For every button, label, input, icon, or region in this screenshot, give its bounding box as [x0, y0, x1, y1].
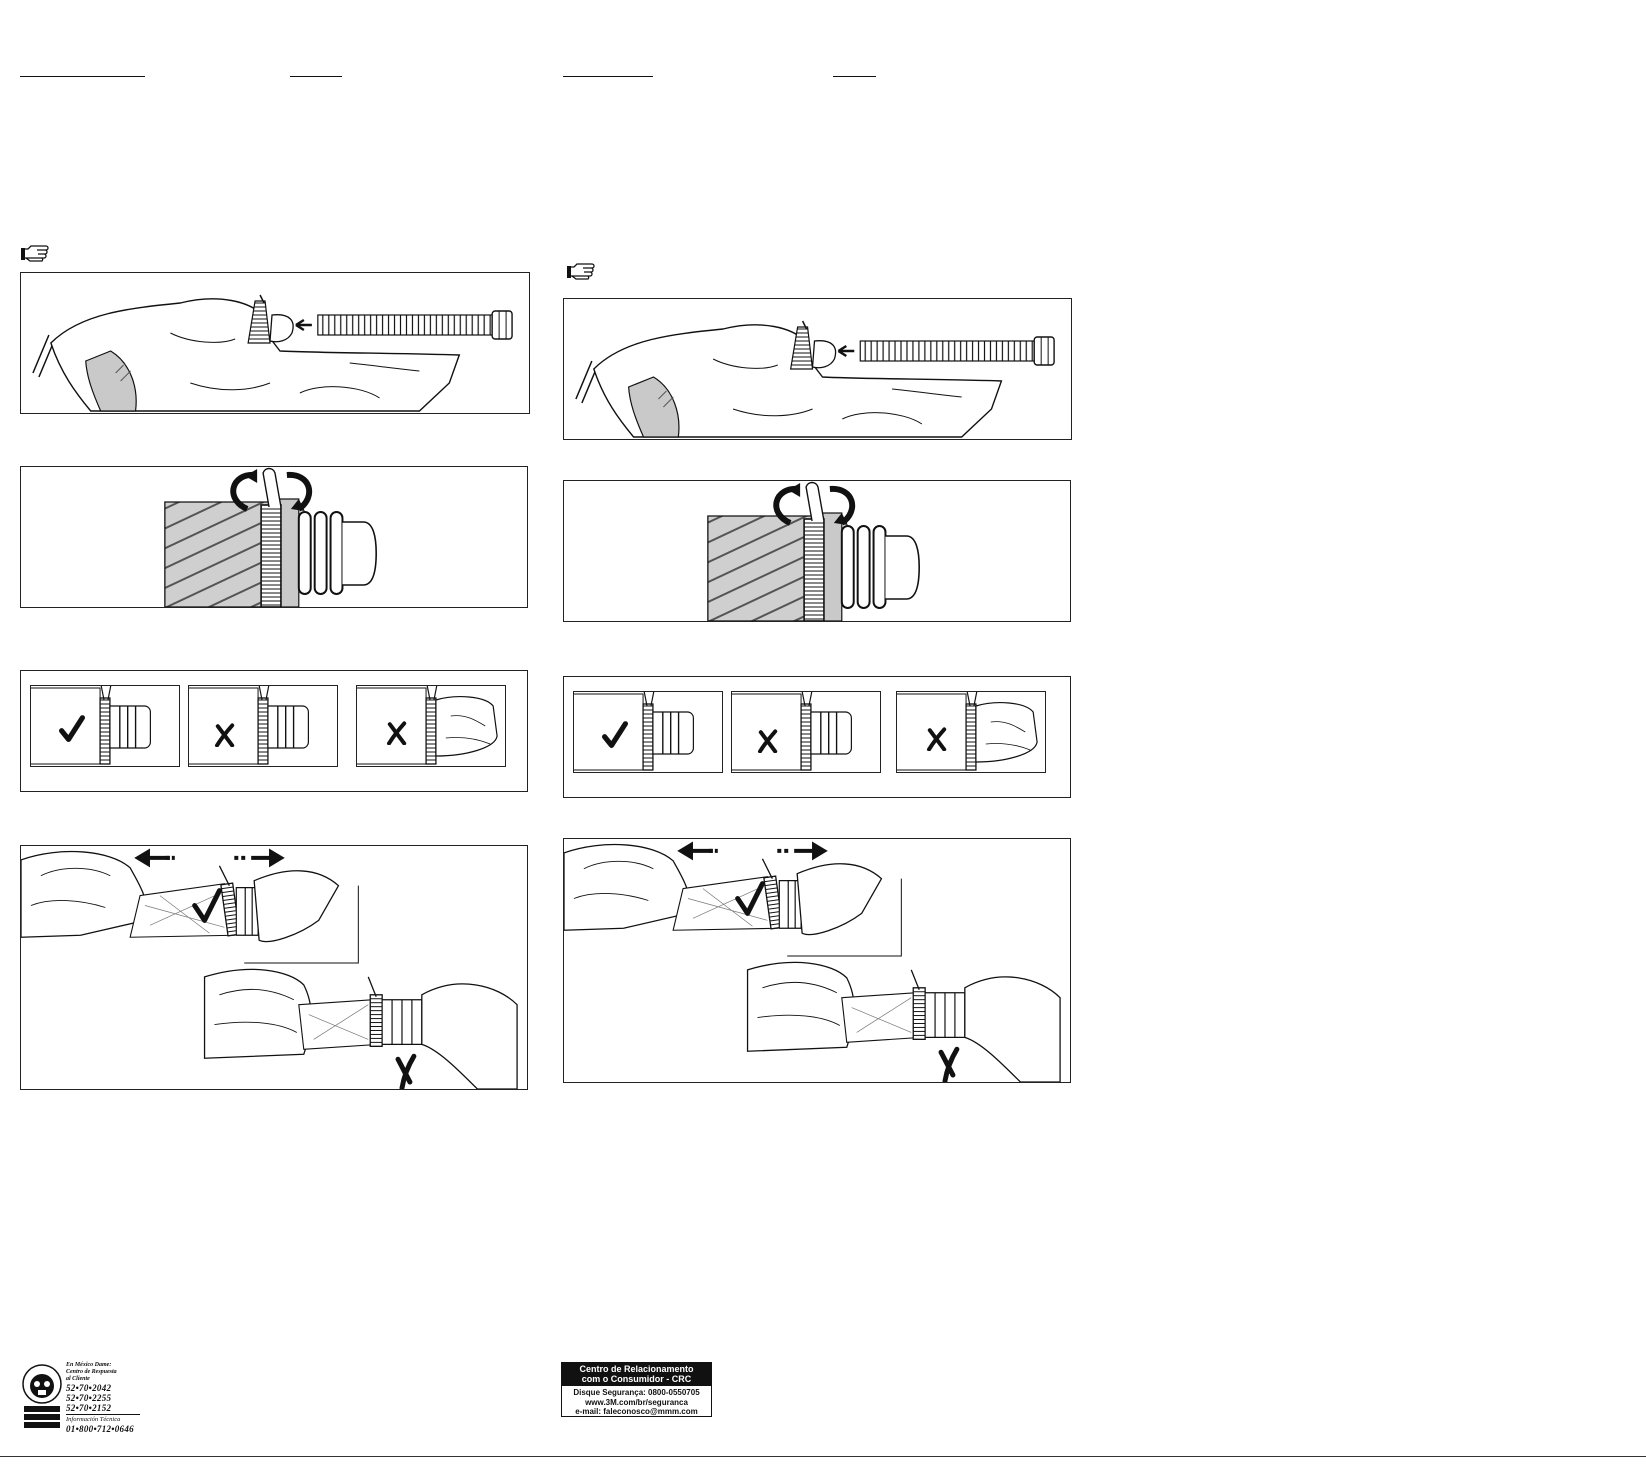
technical-info-phone: 01•800•712•0646 — [66, 1424, 134, 1434]
pull-test-illustration — [21, 846, 527, 1089]
crc-header-line2: com o Consumidor - CRC — [581, 1374, 692, 1384]
heading-rule-2 — [290, 76, 342, 77]
figure-2-rotate-clamp — [563, 480, 1071, 622]
crc-phone: Disque Segurança: 0800-0550705 — [573, 1388, 700, 1397]
mexico-phone-1: 52•70•2042 — [66, 1383, 112, 1393]
mexico-phone-2: 52•70•2255 — [66, 1393, 112, 1403]
figure-1-attach-hose — [563, 298, 1072, 440]
figure-4-pull-test — [20, 845, 528, 1090]
crc-header — [562, 1363, 711, 1386]
cross-mark-icon — [756, 728, 780, 754]
incorrect-position-thumbnail-1 — [731, 691, 881, 773]
hood-hose-illustration — [564, 299, 1071, 439]
crc-website: www.3M.com/br/seguranca — [585, 1397, 688, 1407]
figure-3-clamp-position — [563, 676, 1071, 798]
check-mark-icon — [602, 720, 628, 750]
crc-body — [562, 1386, 711, 1417]
figure-4-pull-test — [563, 838, 1071, 1083]
customer-center-line1: Centro de Respuesta — [66, 1369, 117, 1375]
clamp-rotation-illustration — [21, 467, 527, 607]
technical-info-label: Información Técnica — [66, 1416, 121, 1423]
crc-email: e-mail: faleconosco@mmm.com — [575, 1407, 698, 1416]
figure-3-clamp-position — [20, 670, 528, 792]
heading-rule-3 — [563, 76, 653, 77]
page-bottom-rule — [0, 1456, 1646, 1457]
customer-center-line2: al Cliente — [66, 1376, 90, 1382]
safety-products-seal-logo — [20, 1364, 64, 1430]
mexico-phone-3: 52•70•2152 — [66, 1403, 112, 1413]
pointing-hand-icon — [566, 262, 598, 280]
contact-divider — [66, 1414, 140, 1415]
clamp-rotation-illustration — [564, 481, 1070, 621]
correct-position-thumbnail — [573, 691, 723, 773]
brazil-crc-contact-block — [561, 1362, 712, 1417]
figure-2-rotate-clamp — [20, 466, 528, 608]
incorrect-position-thumbnail-2 — [356, 685, 506, 767]
check-mark-icon — [59, 714, 85, 744]
heading-rule-4 — [833, 76, 876, 77]
incorrect-position-thumbnail-1 — [188, 685, 338, 767]
cross-mark-icon — [385, 720, 409, 746]
cross-mark-icon — [213, 722, 237, 748]
heading-rule-1 — [20, 76, 145, 77]
incorrect-position-thumbnail-2 — [896, 691, 1046, 773]
mexico-city-label: En México Dame: — [66, 1362, 112, 1368]
figure-1-attach-hose — [20, 272, 530, 414]
pull-test-illustration — [564, 839, 1070, 1082]
cross-mark-icon — [925, 726, 949, 752]
correct-position-thumbnail — [30, 685, 180, 767]
hood-hose-illustration — [21, 273, 529, 413]
pointing-hand-icon — [20, 244, 52, 262]
crc-header-line1: Centro de Relacionamento — [579, 1364, 694, 1374]
mexico-contact-block — [20, 1362, 150, 1432]
